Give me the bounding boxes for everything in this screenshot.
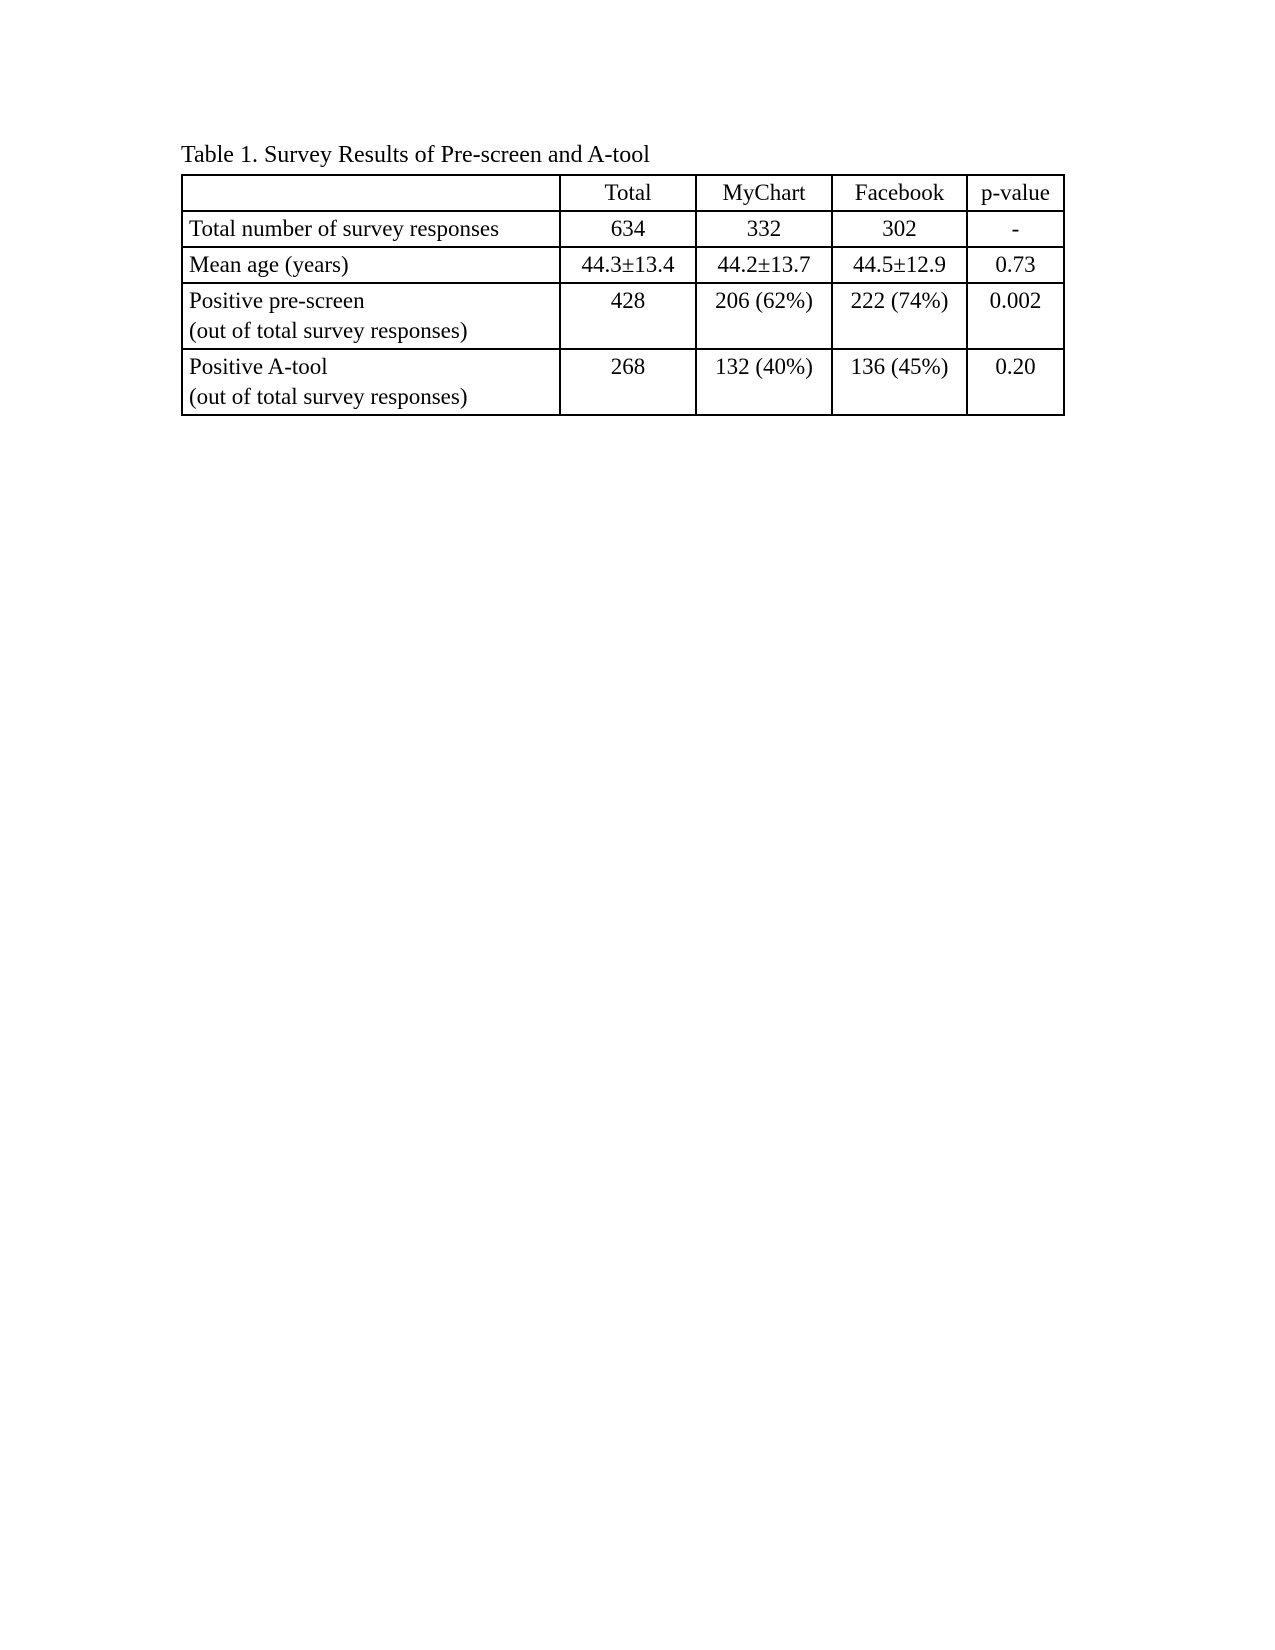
- row-label: [182, 283, 560, 349]
- table-caption: Table 1. Survey Results of Pre-screen and A-tool: [181, 142, 650, 168]
- column-header-mychart: MyChart: [696, 175, 832, 211]
- column-header-facebook: Facebook: [832, 175, 967, 211]
- row-label-line1: Total number of survey responses: [189, 216, 500, 241]
- column-header-pvalue: p-value: [967, 175, 1064, 211]
- row-label-line1: Positive A-tool: [189, 354, 328, 379]
- row-label: [182, 349, 560, 415]
- cell-facebook: 302: [832, 211, 967, 247]
- column-header-blank: [182, 175, 560, 211]
- cell-pvalue: 0.20: [967, 349, 1064, 415]
- cell-pvalue: 0.002: [967, 283, 1064, 349]
- cell-total: 268: [560, 349, 696, 415]
- cell-facebook: 222 (74%): [832, 283, 967, 349]
- row-label-line2: (out of total survey responses): [189, 318, 468, 343]
- row-label-line1: Positive pre-screen: [189, 288, 365, 313]
- table-row: [182, 247, 1064, 283]
- table-row: [182, 283, 1064, 349]
- table-block: [181, 140, 1063, 416]
- cell-total: 44.3±13.4: [560, 247, 696, 283]
- cell-pvalue: -: [967, 211, 1064, 247]
- column-header-total: Total: [560, 175, 696, 211]
- cell-facebook: 136 (45%): [832, 349, 967, 415]
- table-row: [182, 349, 1064, 415]
- cell-mychart: 332: [696, 211, 832, 247]
- cell-total: 634: [560, 211, 696, 247]
- row-label: [182, 247, 560, 283]
- cell-total: 428: [560, 283, 696, 349]
- cell-mychart: 206 (62%): [696, 283, 832, 349]
- table-row: [182, 211, 1064, 247]
- row-label-line1: Mean age (years): [189, 252, 349, 277]
- cell-facebook: 44.5±12.9: [832, 247, 967, 283]
- survey-results-table: [181, 174, 1065, 416]
- cell-mychart: 44.2±13.7: [696, 247, 832, 283]
- cell-pvalue: 0.73: [967, 247, 1064, 283]
- row-label-line2: (out of total survey responses): [189, 384, 468, 409]
- cell-mychart: 132 (40%): [696, 349, 832, 415]
- row-label: [182, 211, 560, 247]
- table-header-row: [182, 175, 1064, 211]
